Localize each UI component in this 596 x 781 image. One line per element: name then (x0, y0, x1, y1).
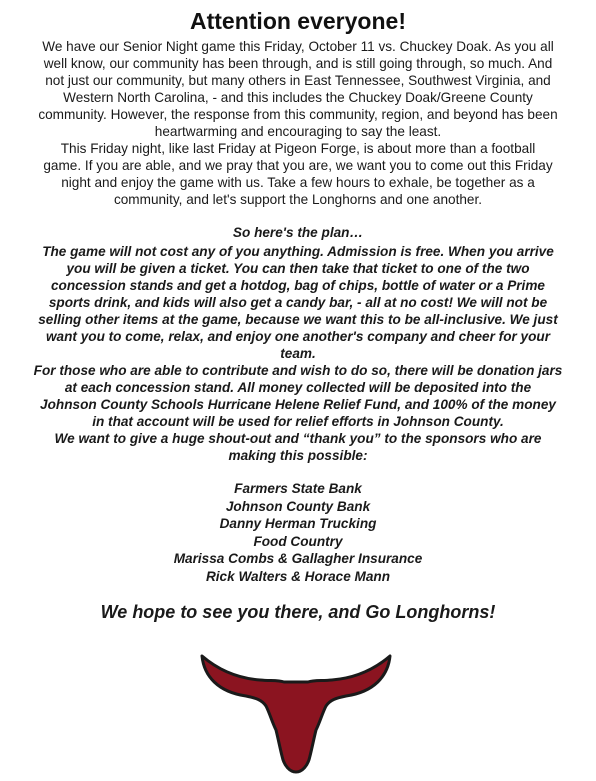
intro-line: community, and let's support the Longhorns and one another. (113, 192, 483, 207)
intro-line: This Friday night, like last Friday at Pigeon Forge, is about more than a football (60, 141, 536, 156)
plan-line: concession stands and get a hotdog, bag of chips, bottle of water or a Prime (51, 278, 545, 293)
plan-text (6, 243, 590, 464)
plan-line: We want to give a huge shout-out and “thank you” to the sponsors who are (54, 431, 542, 446)
plan-line: Johnson County Schools Hurricane Helene Relief Fund, and 100% of the money (40, 397, 556, 412)
longhorn-head-icon (198, 652, 394, 776)
plan-line: For those who are able to contribute and wish to do so, there will be donation jars (33, 363, 563, 378)
plan-line: in that account will be used for relief efforts in Johnson County. (92, 414, 504, 429)
plan-line: at each concession stand. All money collected will be deposited into the (64, 380, 532, 395)
intro-line: We have our Senior Night game this Friday, October 11 vs. Chuckey Doak. As you all (42, 39, 554, 54)
closing-message: We hope to see you there, and Go Longhorns! (100, 602, 496, 622)
plan-line: The game will not cost any of you anything. Admission is free. When you arrive (42, 244, 554, 259)
intro-line: well know, our community has been through, and is still going through, so much. And (43, 56, 553, 71)
plan-line: sports drink, and kids will also get a candy bar, - all at no cost! We will not be (48, 295, 548, 310)
sponsor-item: Danny Herman Trucking (219, 516, 377, 531)
intro-line: Western North Carolina, - and this includes the Chuckey Doak/Greene County (63, 90, 533, 105)
intro-line: game. If you are able, and we pray that you are, we want you to come out this Friday (43, 158, 553, 173)
plan-line: team. (280, 346, 316, 361)
flyer-title: Attention everyone! (190, 8, 406, 34)
plan-line: making this possible: (228, 448, 368, 463)
intro-text (6, 38, 590, 208)
sponsor-item: Food Country (253, 533, 343, 549)
sponsor-item: Farmers State Bank (234, 481, 362, 496)
plan-line: want you to come, relax, and enjoy one another's company and cheer for your (45, 329, 551, 344)
sponsor-item: Marissa Combs & Gallagher Insurance (173, 551, 423, 566)
sponsor-list (6, 480, 590, 585)
sponsor-item: Johnson County Bank (225, 498, 371, 514)
intro-line: not just our community, but many others in East Tennessee, Southwest Virginia, and (45, 73, 551, 88)
sponsor-item: Rick Walters & Horace Mann (205, 568, 391, 584)
intro-line: community. However, the response from this community, region, and beyond has been (38, 107, 558, 122)
plan-line: you will be given a ticket. You can then take that ticket to one of the two (66, 261, 530, 276)
plan-line: selling other items at the game, because we want this to be all-inclusive. We just (38, 312, 558, 327)
intro-line: heartwarming and encouraging to say the least. (154, 124, 442, 139)
intro-line: night and enjoy the game with us. Take a few hours to exhale, be together as a (61, 175, 535, 190)
longhorn-head-shape (202, 656, 390, 772)
plan-heading: So here's the plan… (232, 225, 364, 240)
